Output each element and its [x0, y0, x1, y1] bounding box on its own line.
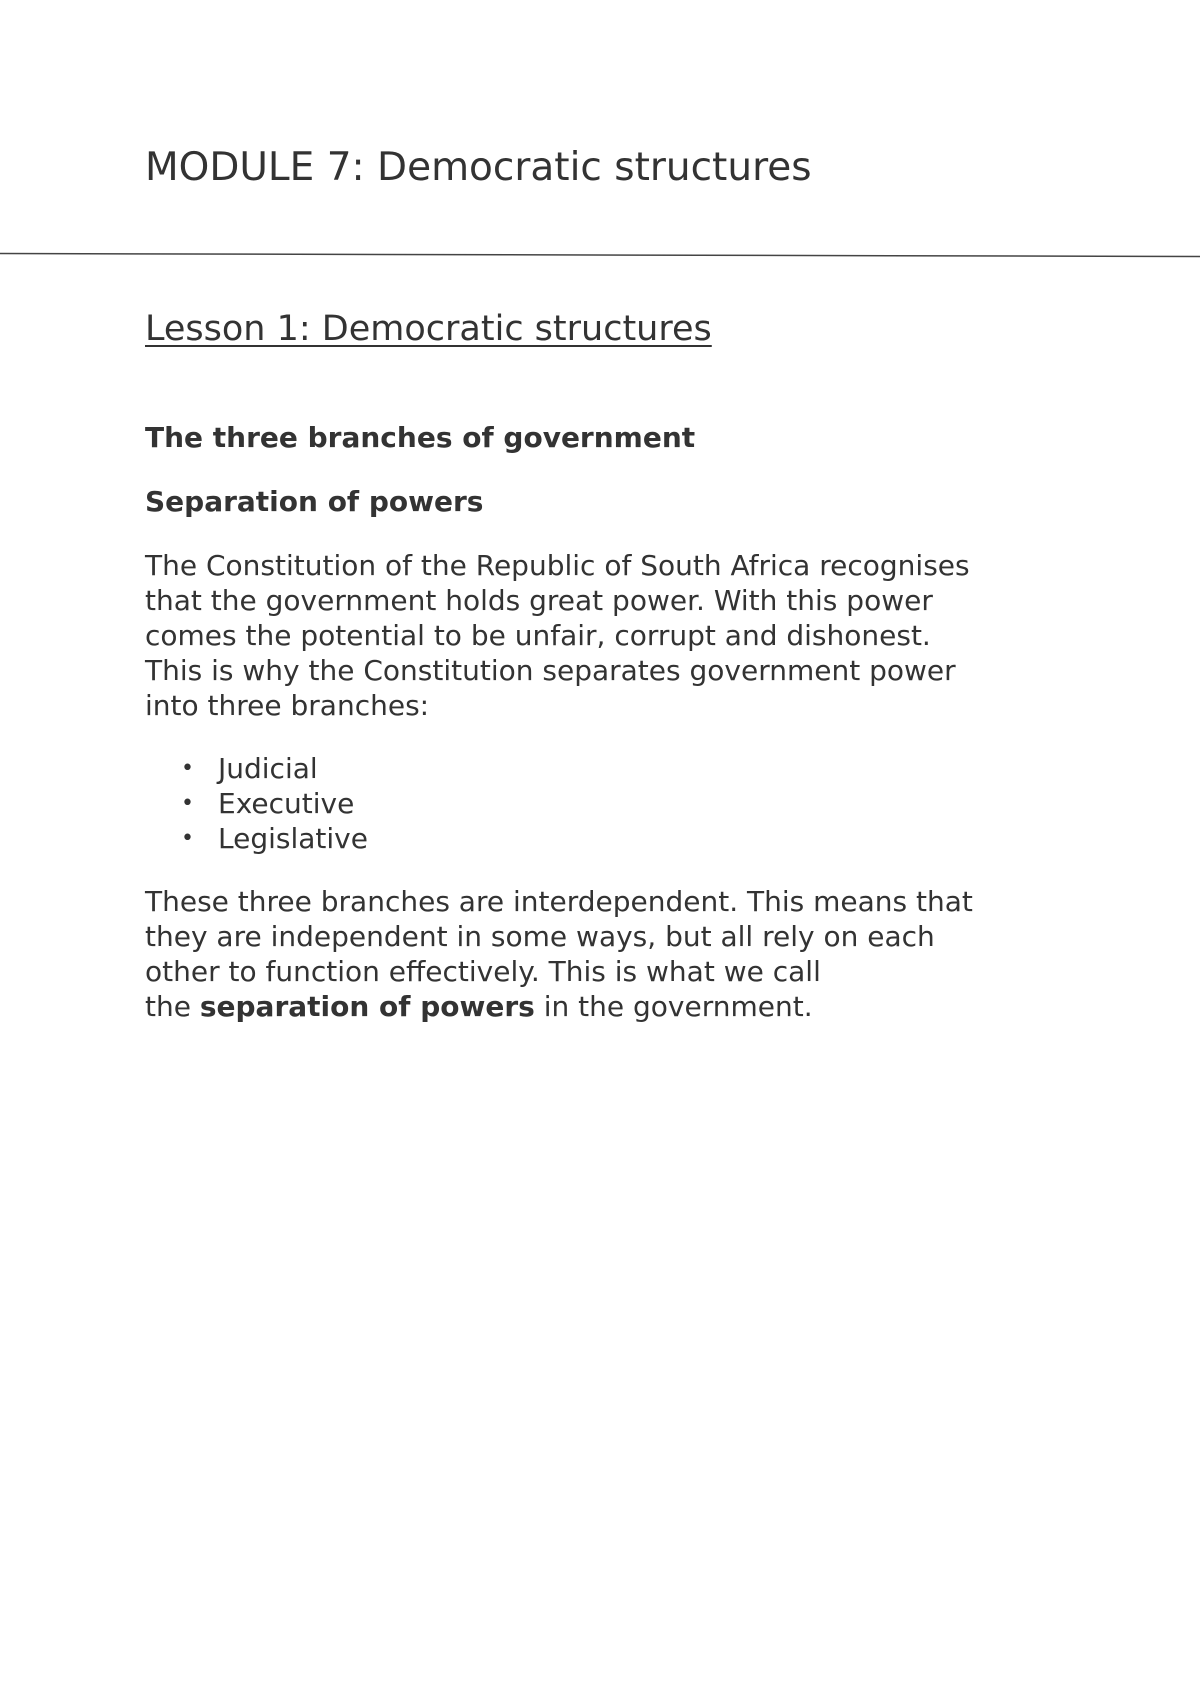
intro-line: The Constitution of the Republic of South Africa recognises	[145, 549, 970, 582]
conclusion-paragraph	[145, 884, 1065, 1024]
heading-three-branches: The three branches of government	[145, 421, 696, 454]
conclusion-line-last	[145, 989, 1065, 1024]
conclusion-line: other to function effectively. This is what we call	[145, 955, 821, 988]
horizontal-divider	[0, 252, 1200, 258]
conclusion-prefix: the	[145, 990, 200, 1023]
bullet-icon: •	[181, 756, 194, 781]
conclusion-suffix: in the government.	[534, 990, 813, 1023]
lesson-content	[145, 420, 1065, 1024]
list-item-label: Legislative	[218, 822, 368, 855]
bullet-icon: •	[181, 826, 194, 851]
heading-separation-of-powers: Separation of powers	[145, 485, 484, 518]
list-item-executive	[145, 786, 1065, 821]
intro-line: comes the potential to be unfair, corrupt and dishonest.	[145, 619, 931, 652]
list-item-label: Judicial	[218, 752, 318, 785]
list-item-label: Executive	[218, 787, 355, 820]
intro-line: This is why the Constitution separates government power	[145, 654, 956, 687]
intro-line: into three branches:	[145, 689, 430, 722]
conclusion-line: they are independent in some ways, but all rely on each	[145, 920, 935, 953]
intro-line: that the government holds great power. With this power	[145, 584, 933, 617]
bullet-icon: •	[181, 791, 194, 816]
intro-paragraph	[145, 548, 1065, 723]
list-item-judicial	[145, 751, 1065, 786]
module-title: MODULE 7: Democratic structures	[145, 145, 812, 190]
conclusion-line: These three branches are interdependent. This means that	[145, 885, 973, 918]
branches-list	[145, 751, 1065, 856]
lesson-title: Lesson 1: Democratic structures	[145, 309, 712, 349]
list-item-legislative	[145, 821, 1065, 856]
bold-term-separation-of-powers: separation of powers	[199, 990, 535, 1023]
